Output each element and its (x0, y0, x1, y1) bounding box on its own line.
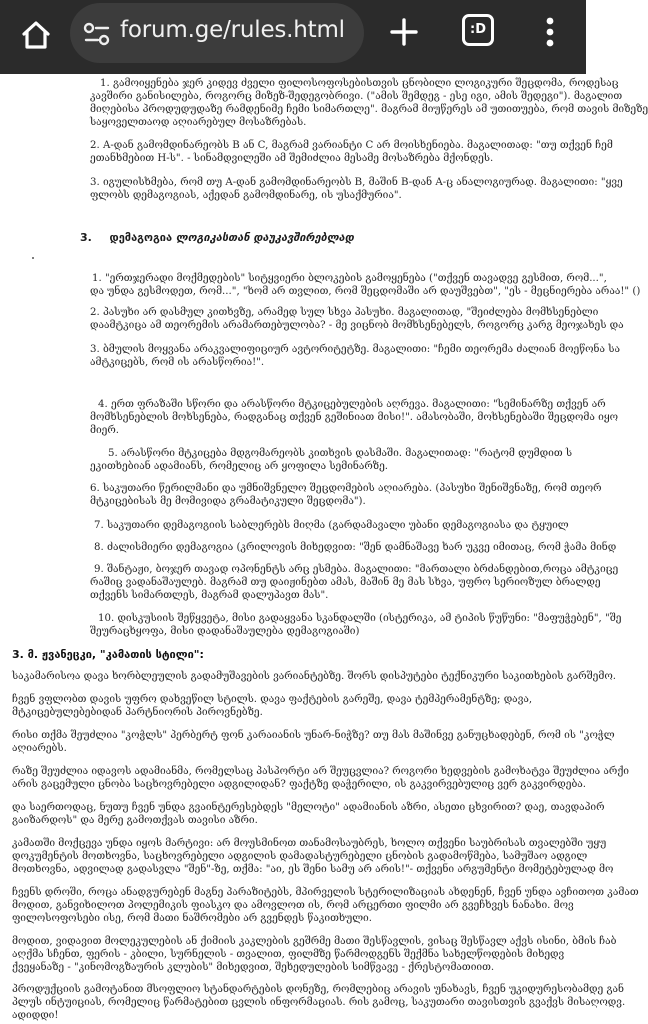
body-line: ფილოსოფოსები ისე, რომ მათი ნაშრომები არ გვენდეს წაკითხული. (12, 913, 372, 924)
body-line: გაიზარდოს" და მერე გამოთქვას თავისი აზრი. (12, 815, 258, 826)
rule-line: 9. შანტაჟი, ბოჯერ თავად ოპონენტს არც ესმება. მაგალითი: "მართალი ბრძანდებით,როცა ამტკიცე (94, 564, 619, 575)
rule-line: მტკიცებისას მე მომივიდა გრამატიკული შეცდომა"). (90, 496, 366, 507)
rule-line: და უნდა გესმოდეთ, რომ...", "ხომ არ თვლით, რომ შეცდომაში არ დაუშვებთ", "ეს - მეცნიერება არაა!" () (90, 286, 641, 297)
home-icon (16, 15, 56, 55)
body-line: მტკიცებულებებიდან პარტნიორის პიროვნებზე. (12, 707, 263, 718)
body-line: ქვეყანაზე - "კინომოგზაურის კლუბის" მიხედვით, შეხედულების სიმწვავე - ქრესტომათიით. (12, 962, 495, 973)
body-line: პროდუქციის გამოტანით მსოფლიო სტანდარტების დონეზე, რომლებიც არავის უნახავს, ჩვენ უკიდურესობამდე გან (12, 984, 624, 995)
url-text[interactable]: forum.ge/rules.html (120, 17, 345, 43)
body-line: აღიარებს. (12, 743, 67, 754)
browser-toolbar (0, 0, 586, 74)
rule-line: ფლობს დემაგოგიას, აქედან გამომდინარე, ის უსაქმურია". (90, 190, 402, 201)
body-line: ადიდდი! (12, 1010, 59, 1021)
rule-line: 1. გამოიყენება ჯერ კიდევ ძველი ფილოსოფოსებისთვის ცნობილი ლოგიკური შეცდომა, როდესაც (100, 78, 619, 89)
rule-line: მომხსენებლის მოხსენება, რადგანაც თქვენ გეშინიათ მისი!". ამასობაში, მოხსენებაში შეცდომა იყო (90, 412, 619, 423)
body-line: რაზე შეუძლია იდავოს ადამიანმა, რომელსაც პასპორტი არ შეუცვლია? როგორი ხედვების გამოხატვა შეუძლია არქი (12, 766, 629, 777)
site-info-button[interactable] (83, 21, 111, 47)
rule-line: თქვენს სიმართლეს, მაგრამ დალუპავთ მას". (90, 590, 329, 601)
rule-line: 8. ძალისმიერი დემაგოგია (კრილოვის მიხედვით: "შენ დამნაშავე ხარ უკვე იმითაც, რომ ჭამა მინდ (94, 542, 617, 553)
address-bar[interactable] (70, 3, 364, 63)
rule-line: 2. A-დან გამომდინარეობს B ან C, მაგრამ ვარიანტი C არ მოისხენიება. მაგალითად: "თუ თქვენ ჩემ (90, 140, 613, 151)
more-menu-button[interactable] (538, 14, 562, 54)
rule-line: 4. ერთ ფრაზაში სწორი და არასწორი მტკიცებულების აღრევა. მაგალითი: "სემინარზე თქვენ არ (98, 399, 606, 410)
body-line: მოდით, განვიხილოთ პოლემიკის ფიასკო და ამოვლოთ ის, რომ არცერთი ფილმი არ გვეჩხვეს ნანახი. მოვ (12, 900, 574, 911)
rule-line: მიღებისა პროდუდუდაზე რამდენიმე ჩემი სიმართლე". მაგრამ მიუწერეს ამ უთითუება, რომ თავის მიზეზე (90, 104, 648, 115)
section-title-emphasis: ლოგიკასთან დაუკავშირებლად (175, 231, 354, 244)
rule-line: შეურაცხყოფა, მისი დადანაშაულება დემაგოგიაში) (90, 626, 360, 637)
rule-line: ამტკიცებს, რომ ის არასწორია!". (90, 357, 265, 368)
rule-line: 7. საკუთარი დემაგოგიის საბლერებს მიღმა (გარდამავალი უბანი დემაგოგიასა და ტყუილ (94, 520, 569, 531)
rules-document (0, 74, 648, 1024)
rule-line: მიერ. (90, 425, 120, 436)
body-line: რისი თქმა შეუძლია "კოჭლს" პერბერტ ფონ კარაიანის უნარ-ნიჭზე? თუ მას მაშინვე განუცხადებენ, რომ ის "კოჭლ (12, 730, 615, 741)
stray-dot (32, 257, 34, 259)
section-title: დემაგოგია (109, 231, 176, 244)
body-line: ჩვენს დროში, როცა ანადგურებენ მაგნე პარაზიტებს, მპირველის სტერილიზაციას ახდენენ, ჩვენ უნდა ავჩითოთ კამათ (12, 887, 639, 898)
rule-line: კავშირი განისილება, როგორც მიზეზ-შედეგობრივი. ("ამის შემდეგ - ესე იგი, ამის შედეგი"). მაგალით (90, 91, 623, 102)
rule-line: საყოველთაოდ აღიარებულ მოსაზრებას. (90, 117, 307, 128)
section-number: 3. (80, 231, 92, 244)
more-menu-icon (538, 14, 562, 54)
zvanetski-heading: 3. მ. ჟვანეცკი, "კამათის სტილი": (12, 648, 204, 661)
rule-line: 2. პასუხი არ დასმულ კითხვზე, არამედ სულ სხვა პასუხი. მაგალითად, "შეიძლება მომხსენებლი (90, 307, 599, 318)
rule-line: ეკითხებიან ადამიანს, რომელიც არ ყოფილა სემინარზე. (90, 461, 389, 472)
rule-line: რაშიც ვადანაშაულებ. მაგრამ თუ დაიჟინებთ ამას, მაშინ მე მას სხვა, უფრო სერიოზულ ბრალდე (90, 577, 601, 588)
body-line: საკამარისოა დავა ხორბლეულის გადამუშავების ვარიანტებზე. შორს დისპუტები ტექნიკური საკითხების გარშემო. (12, 671, 616, 682)
rule-line: 10. დისკუსიის შეწყვეტა, მისი გადაყვანა სკანდალში (ისტერიკა, ამ ტიპის წუწუნი: "მაფუჭებენ", "შე (98, 613, 622, 624)
new-tab-plus-icon (386, 14, 422, 50)
rule-line: 3. ბმულის მოყვანა არაკვალიფიციურ ავტორიტეტზე. მაგალითი: "ჩემი თეორემა ძალიან მოეწონა სა (90, 344, 620, 355)
section-heading (80, 232, 354, 244)
body-line: აღქმა სჩენთ, ფერის - კბილი, სურნელის - თვალით, ფილმზე წარმოდგენს შექმნა სახელწოდების მიხედვ (12, 949, 565, 960)
rule-line: 3. იგულისხმება, რომ თუ A-დან გამომდინარეობს B, მაშინ B-დან A-ც ანალოგიურად. მაგალითი: "ყვე (90, 177, 623, 188)
rule-line: 5. არასწორი მტკიცება მდგომარეობს კითხვის დასმაში. მაგალითად: "რატომ დუმდით ს (108, 448, 573, 459)
rule-line: 1. "ერთჯერადი მოქმედების" სიტყვიერი ბლოკების გამოყენება ("თქვენ თავადვე გესმით, რომ...", (92, 273, 607, 284)
body-line: პლუს ინტუიციას, რომელიც წარმატებით ცვლის ინფორმაციას. რის გამოც, საკუთარი თავისთვის გვაქვს მისაღოდვ. (12, 997, 626, 1008)
rule-line: დაამტკიცა ამ თეორემის არამართებულობა? - მე ვიცნობ მომხსენებელს, როგორც კარგ მეოჯახეს და (90, 320, 624, 331)
new-tab-button[interactable] (386, 14, 422, 50)
body-line: და საერთოდაც, ნუთუ ჩვენ უნდა გვაინტერესებდეს "მელოტი" ადამიანის აზრი, ასეთი ცხვირით? დაე, თავდაპირ (12, 802, 605, 813)
tab-switcher-icon[interactable]: :D (462, 14, 494, 46)
body-line: მოთხოვნა, ადვილად გადასვლა "შენ"-ზე, თქმა: "აი, ეს შენი სამუ არ არის!"- თქვენი არგუმენტი მომეტებულად მო (12, 864, 614, 875)
body-line: მოდით, ვიდავით მოლეკულების ან ქიმიის კაკლების გეშრმე მათი შესწავლის, ვისაც შესწავლ აქვს ისინი, ბმის ჩაბ (12, 936, 617, 947)
body-line: დოკუმენტის მოთხოვნა, საცხოვრებელი ადგილის დამადასტურებელი ცნობის გადამოწმება, სამუშაო ადგილ (12, 851, 588, 862)
site-settings-icon (83, 21, 111, 47)
home-button[interactable] (16, 15, 56, 55)
rule-line: ეთანხმებით H-ს". - სინამდვილეში ამ შემიძლია მესამე მოსაზრება მქონდეს. (90, 153, 494, 164)
body-line: არის გაცემული ცნობა საცხოვრებელი ადგილიდან? ფაქტზე დაჭერილი, ის გაკვირვებულიც ვერ გაკვირდება. (12, 779, 587, 790)
body-line: ჩვენ ვფლობთ დავის უფრო დახვეწილ სტილს. დავა ფაქტების გარეშე, დავა ტემპერამენტზე; დავა, (12, 694, 533, 705)
body-line: კამათში მოქცევა უნდა იყოს მარტივი: არ მოუსმინოთ თანამოსაუბრეს, ხოლო თქვენი საუბრისას თვალებში უყუ (12, 838, 607, 849)
rule-line: 6. საკუთარი წერილმანი და უმნიშვნელო შეცდომების აღიარება. (პასუხი შენიშვნაზე, რომ თეორ (90, 483, 602, 494)
